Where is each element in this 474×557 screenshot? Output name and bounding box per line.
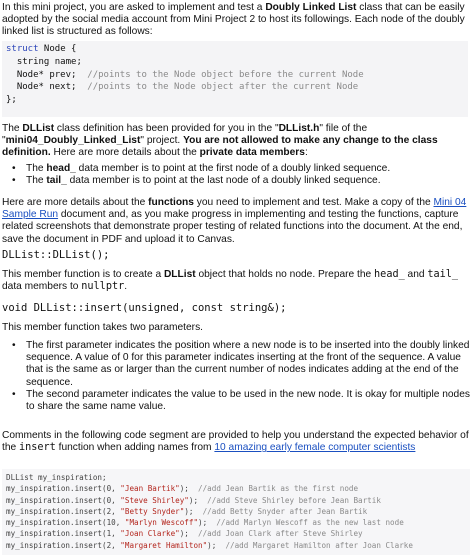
parameters-list [2, 340, 470, 413]
data-members-list [2, 163, 470, 187]
struct-node-code: struct Node { string name; Node* prev; //points to the Node object before the current Node Node* next; //points to the Node object after the current Node }; [2, 41, 468, 117]
code-line: my_inspiration.insert(2, "Margaret Hamilton"); //add Margaret Hamilton after Joan Clarke [6, 540, 413, 550]
female-scientists-link[interactable]: 10 amazing early female computer scientists [214, 442, 416, 454]
example-code [2, 469, 470, 555]
code-line: DLList my_inspiration; [6, 473, 107, 482]
sample-run-link[interactable]: Mini 04 Sample Run [2, 197, 467, 221]
dllist-paragraph: The DLList class definition has been provided for you in the "DLList.h" file of the "mini04_Doubly_Linked_List" project. You are not allowed to make any change to the class definition. Here are more details about the private data members: [2, 123, 438, 159]
constructor-signature: DLList::DLList(); [2, 249, 110, 261]
comments-paragraph: Comments in the following code segment are provided to help you understand the expected behavior of the insert function when adding names from 10 amazing early female computer scientists [2, 430, 469, 454]
member-item-tail: • The tail_ data member is to point at the last node of a doubly linked sequence. [12, 175, 381, 187]
insert-paragraph: This member function takes two parameters. [2, 322, 203, 333]
code-line: my_inspiration.insert(2, "Betty Snyder"); //add Betty Snyder after Jean Bartik [6, 506, 368, 516]
intro-paragraph: In this mini project, you are asked to implement and test a Doubly Linked List class that can be easily adopted by the social media account from Mini Project 2 to host its followings. Each node of the doubly linked list is structured as follows: [2, 2, 465, 38]
code-line: my_inspiration.insert(0, "Jean Bartik"); //add Jean Bartik as the first node [6, 484, 359, 494]
functions-paragraph: Here are more details about the functions you need to implement and test. Make a copy of the Mini 04 Sample Run document and, as you make progress in implementing and testing the functions, capture related screenshots that demonstrate proper testing of related functions into the document. At the end, save the document in PDF and upload it to Canvas. [2, 197, 467, 245]
insert-signature: void DLList::insert(unsigned, const string&); [2, 302, 287, 314]
param-item-position: • The first parameter indicates the position where a new node is to be inserted into the doubly linked sequence. A value of 0 for this parameter indicates inserting at the front of the sequence. A value that is the same as or larger than the current number of nodes indicates adding at the end of the sequence. [12, 340, 470, 388]
code-line: my_inspiration.insert(1, "Joan Clarke"); //add Joan Clark after Steve Shirley [6, 529, 363, 539]
member-item-head: • The head_ data member is to point at the first node of a doubly linked sequence. [12, 163, 391, 174]
constructor-paragraph: This member function is to create a DLList object that holds no node. Prepare the head_ and tail_ data members to nullptr. [2, 269, 459, 293]
code-line: my_inspiration.insert(0, "Steve Shirley"); //add Steve Shirley before Jean Bartik [6, 495, 381, 505]
param-item-value: • The second parameter indicates the value to be used in the new node. It is okay for multiple nodes to share the same name value. [12, 388, 470, 413]
code-line: my_inspiration.insert(10, "Marlyn Wescoff"); //add Marlyn Wescoff as the new last node [6, 518, 404, 528]
